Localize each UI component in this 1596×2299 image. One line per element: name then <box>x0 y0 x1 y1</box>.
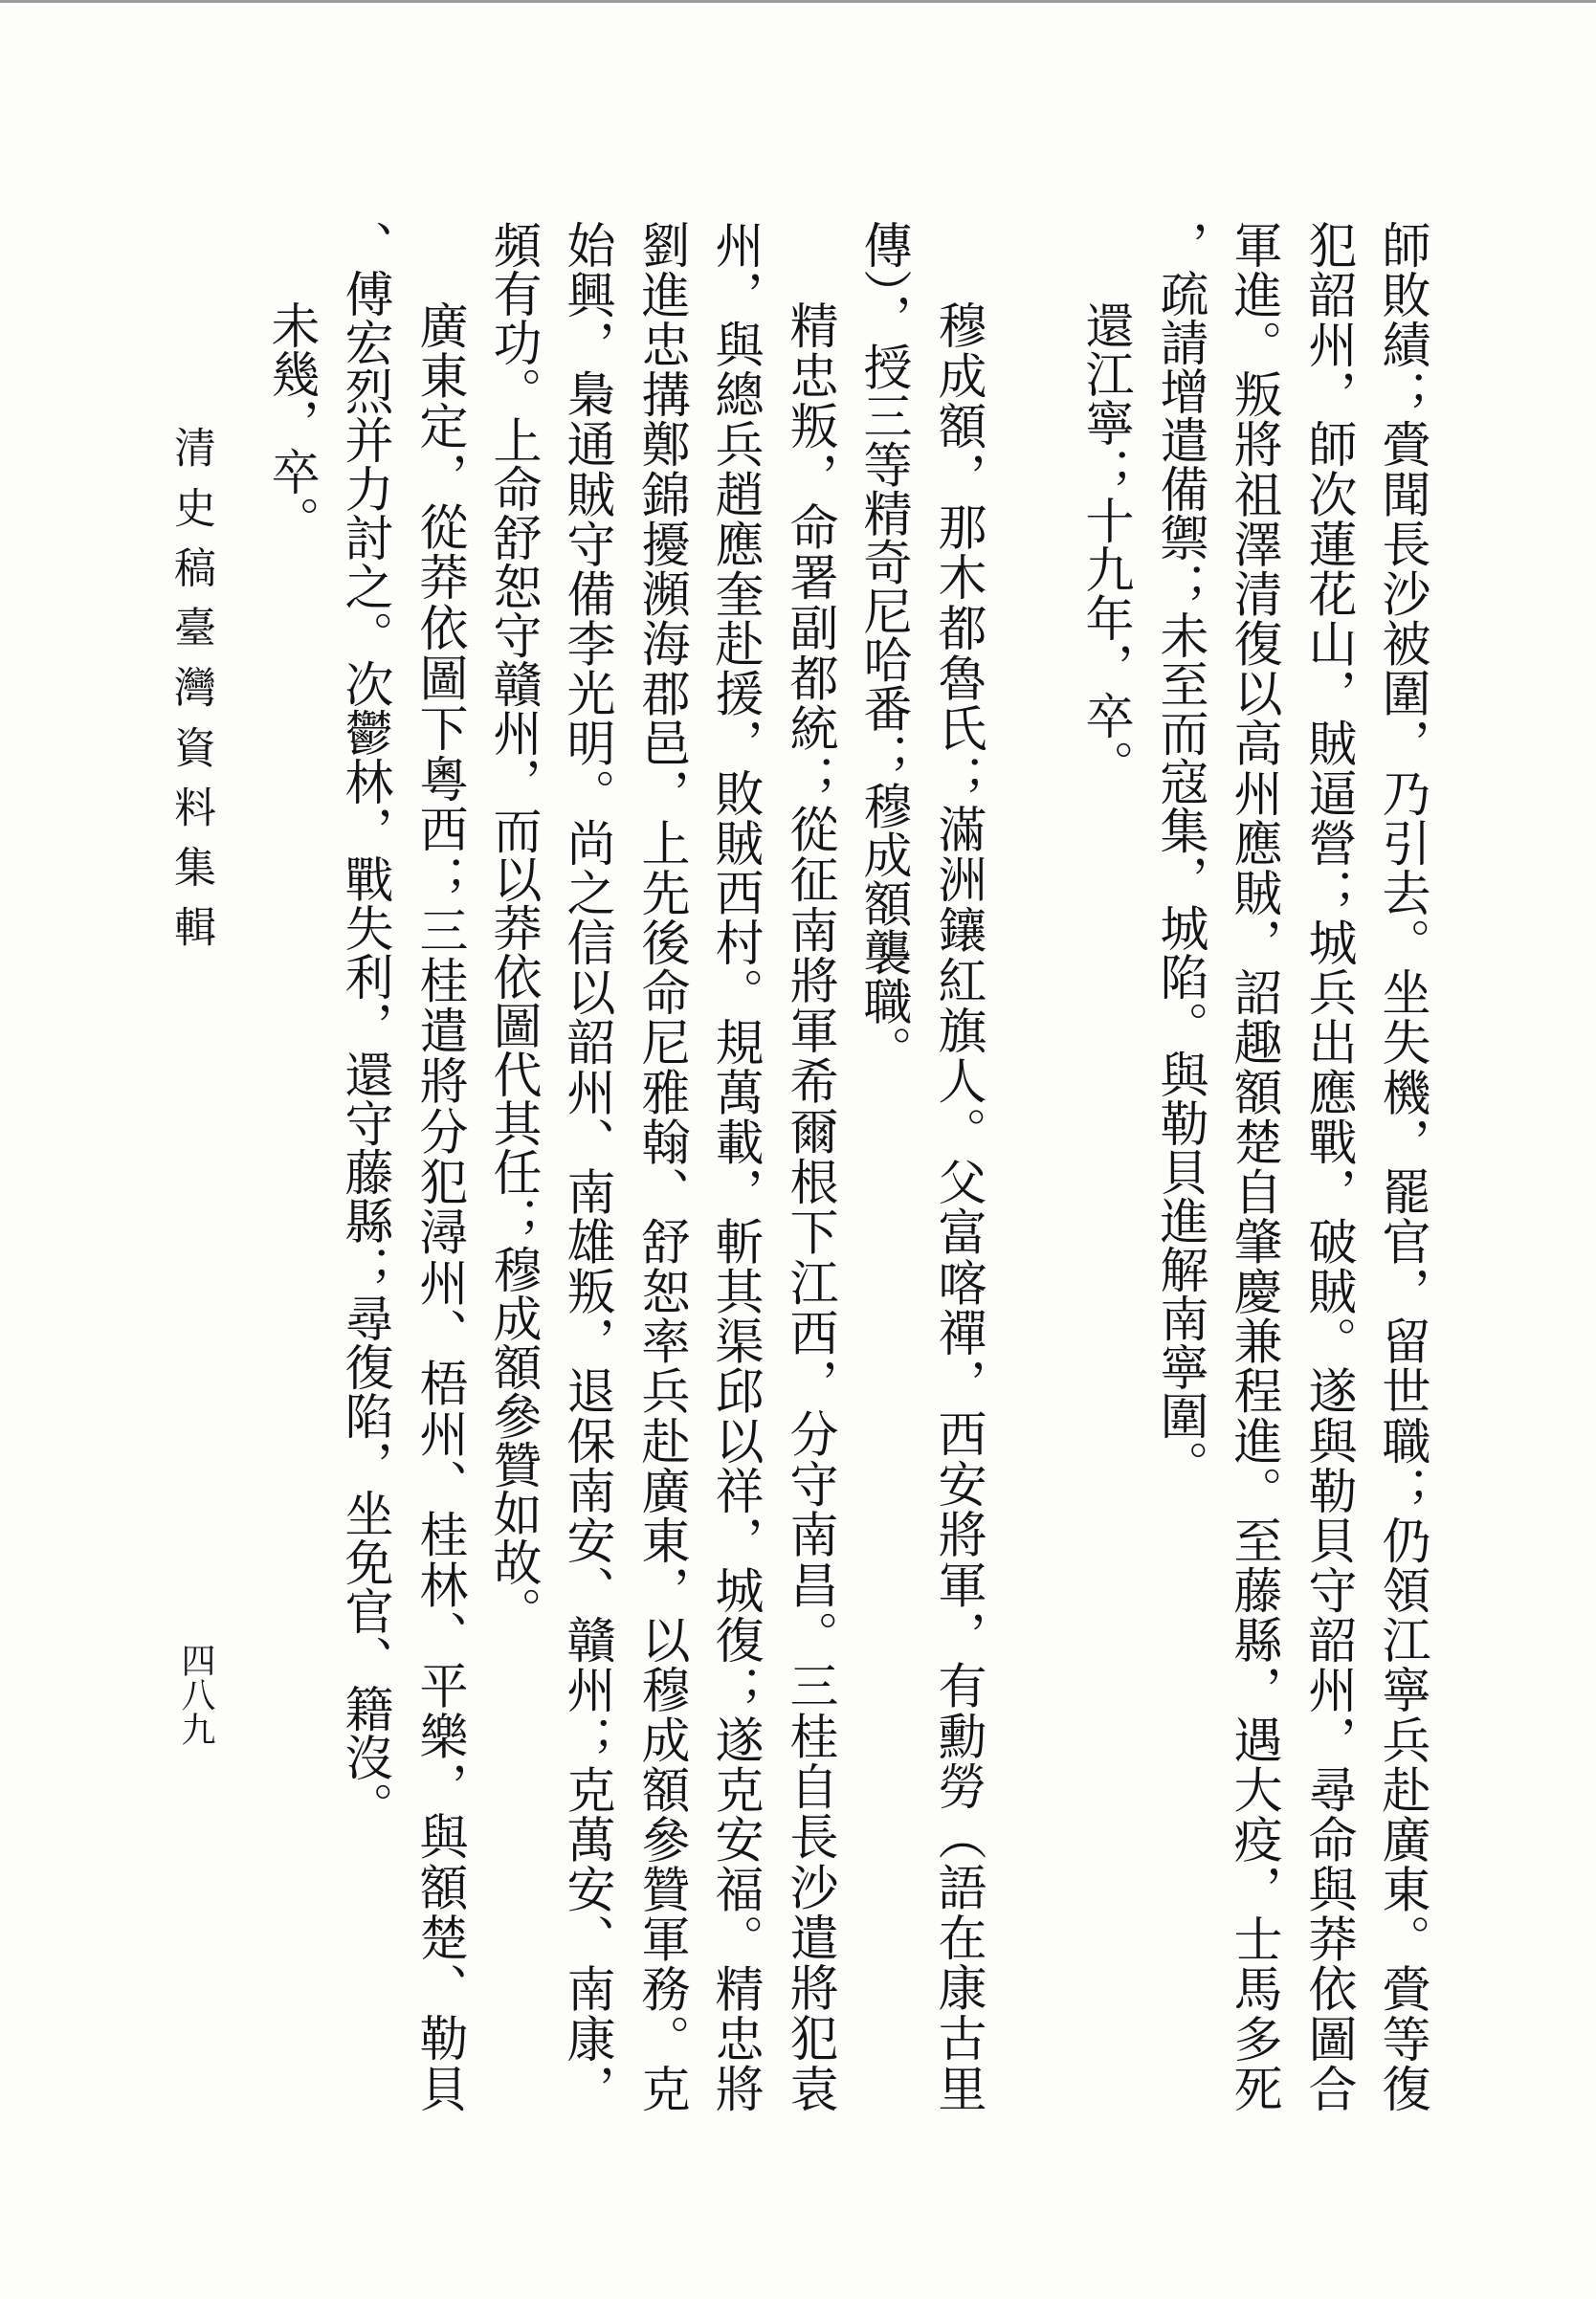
text-column-12: 頻有功。上命舒恕守贛州，而以莽依圖代其任；穆成額參贊如故。 <box>484 220 541 1635</box>
text-column-3: 軍進。叛將祖澤清復以高州應賊，詔趣額楚自肇慶兼程進。至藤縣，遇大疫，士馬多死 <box>1225 220 1281 2112</box>
text-column-14: 、傅宏烈并力討之。次鬱林，戰失利，還守藤縣；尋復陷，坐免官、籍沒。 <box>336 220 392 1830</box>
text-column-13: 廣東定，從莽依圖下粵西；三桂遣將分犯潯州、梧州、桂林、平樂，與額楚、勒貝 <box>410 300 467 2112</box>
text-column-6: 穆成額，那木都魯氏；滿洲鑲紅旗人。父富喀禪，西安將軍，有勳勞（語在康古里 <box>929 300 986 2112</box>
text-column-11: 始興，梟通賊守備李光明。尚之信以韶州、南雄叛，退保南安、贛州；克萬安、南康， <box>558 220 614 2112</box>
text-column-2: 犯韶州，師次蓮花山，賊逼營；城兵出應戰，破賊。遂與勒貝守韶州，尋命與莽依圖合 <box>1299 220 1356 2112</box>
text-column-10: 劉進忠搆鄭錦擾瀕海郡邑，上先後命尼雅翰、舒恕率兵赴廣東，以穆成額參贊軍務。克 <box>632 220 689 2112</box>
book-title: 清史稿臺灣資料集輯 <box>166 426 215 947</box>
top-edge-rule <box>0 0 1596 3</box>
text-column-7: 傳），授三等精奇尼哈番；穆成額襲職。 <box>854 220 911 1074</box>
text-column-15: 未幾，卒。 <box>262 300 319 544</box>
text-column-9: 州，與總兵趙應奎赴援，敗賊西村。規萬載，斬其渠邱以祥，城復；遂克安福。精忠將 <box>706 220 763 2112</box>
page-number: 四八九 <box>176 1643 215 1746</box>
text-column-1: 師敗績；賫聞長沙被圍，乃引去。坐失機，罷官，留世職；仍領江寧兵赴廣東。賫等復 <box>1373 220 1430 2112</box>
text-column-4: ，疏請增遣備禦；未至而寇集，城陷。與勒貝進解南寧圍。 <box>1151 220 1208 1489</box>
text-column-5: 還江寧；十九年，卒。 <box>1076 300 1133 788</box>
text-column-8: 精忠叛，命署副都統；從征南將軍希爾根下江西，分守南昌。三桂自長沙遣將犯袁 <box>781 300 837 2112</box>
